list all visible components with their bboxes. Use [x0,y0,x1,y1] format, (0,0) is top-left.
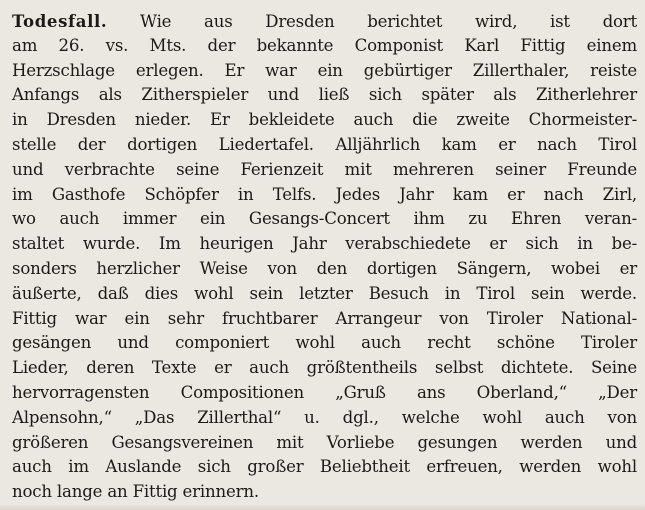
article-line: Anfangs als Zitherspieler und ließ sich später als Zitherlehrer [12,85,637,105]
article-line: äußerte, daß dies wohl sein letzter Besuch in Tirol sein werde. [12,283,637,303]
article-line-last: noch lange an Fittig erinnern. [12,482,259,502]
article-line: wo auch immer ein Gesangs-Concert ihm zu Ehren veran- [12,209,637,229]
article-line: hervorragensten Compositionen „Gruß ans Oberland,“ „Der [12,382,637,402]
article-line: Lieder, deren Texte er auch größtentheils selbst dichtete. Seine [12,358,637,378]
article-headword: Todesfall. [12,11,108,31]
article-line: und verbrachte seine Ferienzeit mit mehreren seiner Freunde [12,159,637,179]
article-line: im Gasthofe Schöpfer in Telfs. Jedes Jahr kam er nach Zirl, [12,184,637,204]
article-line: größeren Gesangsvereinen mit Vorliebe gesungen werden und [12,432,637,452]
article-line: Herzschlage erlegen. Er war ein gebürtiger Zillerthaler, reiste [12,60,637,80]
article-line: in Dresden nieder. Er bekleidete auch die zweite Chormeister- [12,110,637,130]
article-line: sonders herzlicher Weise von den dortigen Sängern, wobei er [12,258,637,278]
article-line-text: Wie aus Dresden berichtet wird, ist dort [140,12,638,31]
article-line: Fittig war ein sehr fruchtbarer Arrangeur von Tiroler National- [12,308,637,328]
article-line: Alpensohn,“ „Das Zillerthal“ u. dgl., welche wohl auch von [12,407,637,427]
article-line [12,9,637,34]
article-line: staltet wurde. Im heurigen Jahr verabschiedete er sich in be- [12,234,637,254]
article-line: am 26. vs. Mts. der bekannte Componist Karl Fittig einem [12,35,637,55]
page-edge [0,504,645,510]
article-line: gesängen und componiert wohl auch recht schöne Tiroler [12,333,637,353]
article-line: stelle der dortigen Liedertafel. Alljährlich kam er nach Tirol [12,134,637,154]
article-line: auch im Auslande sich großer Beliebtheit erfreuen, werden wohl [12,457,637,477]
